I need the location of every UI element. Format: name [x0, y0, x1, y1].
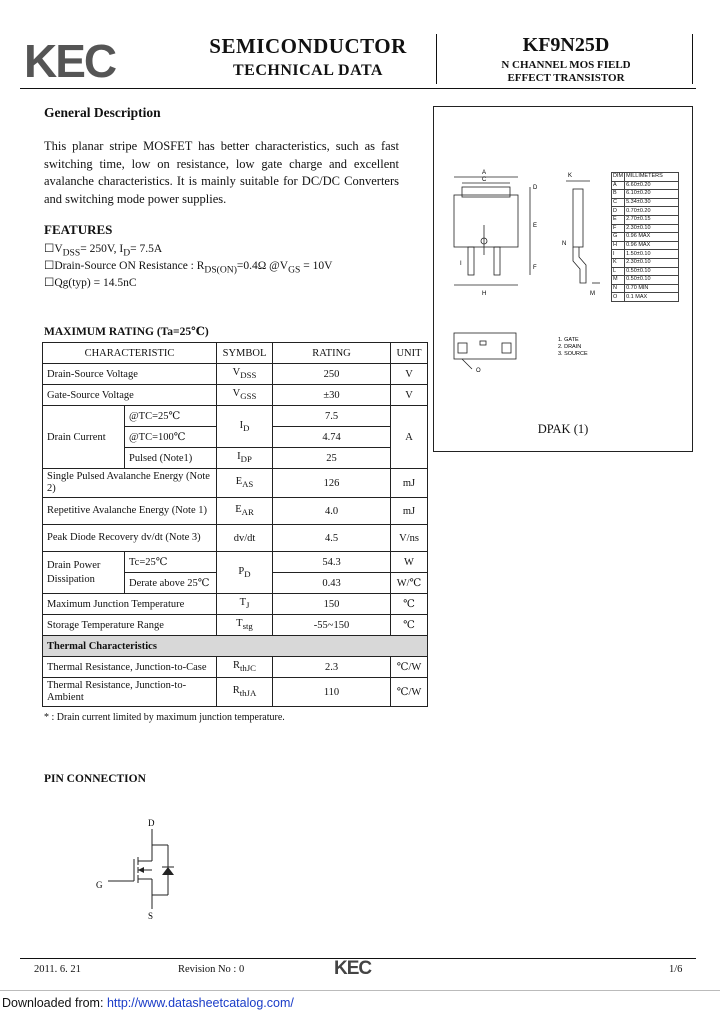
dim-body [612, 181, 679, 301]
dim-value: 2.30±0.10 [625, 258, 679, 267]
dim-value: 2.30±0.10 [625, 224, 679, 233]
dim-value: 0.50±0.10 [625, 267, 679, 276]
general-text: This planar stripe MOSFET has better characteristics, such as fast switching time, low on resistance, low gate charge and excellent avalanche characteristics. It is mainly suitable for DC/DC Converters and switching mode power supplies. [44, 139, 399, 206]
table-row: Repetitive Avalanche Energy (Note 1) $E_{AR}$ 4.0 mJ [43, 498, 428, 525]
dim-code: A [612, 181, 625, 190]
table-note: * : Drain current limited by maximum junction temperature. [44, 712, 285, 723]
dim-row [612, 224, 679, 233]
dim-label-n: N [562, 241, 567, 247]
header-divider-right [692, 34, 693, 84]
pin-label-2: 2. DRAIN [558, 344, 582, 350]
table-row: Drain-Source Voltage $V_{DSS}$ 250 V [43, 364, 428, 385]
header-rule [20, 88, 696, 89]
general-heading: General Description [44, 105, 161, 120]
dim-value: 0.96 MAX [625, 241, 679, 250]
dim-value: 0.70±0.20 [625, 207, 679, 216]
dim-label-h: H [482, 291, 487, 297]
dim-label-a: A [482, 170, 487, 176]
dim-code: O [612, 293, 625, 302]
dim-row [612, 241, 679, 250]
dim-value: 2.70±0.15 [625, 215, 679, 224]
part-type-line1: N CHANNEL MOS FIELD [501, 59, 631, 71]
dim-code: L [612, 267, 625, 276]
table-row: Storage Temperature Range $T_{stg}$ -55~150 ℃ [43, 615, 428, 636]
dim-row [612, 181, 679, 190]
dim-row [612, 293, 679, 302]
footer-revision: Revision No : 0 [178, 964, 245, 975]
pin-g-label: G [96, 880, 103, 890]
dim-row [612, 190, 679, 199]
dim-value: 6.10±0.20 [625, 190, 679, 199]
col-rating: RATING [273, 343, 391, 364]
package-name: DPAK (1) [537, 422, 589, 436]
table-row: @TC=100℃ 4.74 [43, 427, 428, 448]
table-header-row [43, 343, 428, 364]
dim-value: 0.96 MAX [625, 233, 679, 242]
dim-label-i: I [460, 261, 462, 267]
table-row: Derate above 25℃ 0.43 W/℃ [43, 573, 428, 594]
download-rule [0, 990, 720, 991]
dim-row [612, 284, 679, 293]
pin-connection-heading: PIN CONNECTION [44, 773, 146, 785]
dim-code: D [612, 207, 625, 216]
table-row: Drain Power Dissipation Tc=25℃ $P_D$ 54.3 W [43, 552, 428, 573]
table-row: Thermal Resistance, Junction-to-Case $R_{thJC}$ 2.3 ℃/W [43, 657, 428, 678]
table-row: Single Pulsed Avalanche Energy (Note 2) $E_{AS}$ 126 mJ [43, 469, 428, 498]
dim-label-e: E [533, 223, 538, 229]
table-row: Drain Current @TC=25℃ $I_D$ 7.5 A [43, 406, 428, 427]
table-row: Peak Diode Recovery dv/dt (Note 3) dv/dt 4.5 V/ns [43, 525, 428, 552]
dim-code: E [612, 215, 625, 224]
dim-label-f: F [533, 265, 537, 271]
dim-code: M [612, 276, 625, 285]
dim-value: 1.50±0.10 [625, 250, 679, 259]
pin-label-1: 1. GATE [558, 337, 579, 343]
dim-code: C [612, 198, 625, 207]
dim-value: 0.70 MIN [625, 284, 679, 293]
dim-row [612, 215, 679, 224]
arrow-icon [138, 867, 144, 873]
dim-row [612, 233, 679, 242]
dim-code: K [612, 258, 625, 267]
package-outline-drawing [440, 165, 605, 375]
header-subtitle: TECHNICAL DATA [233, 62, 383, 79]
dim-row [612, 267, 679, 276]
dim-label-o: O [476, 368, 481, 374]
dim-code: H [612, 241, 625, 250]
dim-row [612, 250, 679, 259]
dim-label-d: D [533, 185, 538, 191]
dim-code: B [612, 190, 625, 199]
table-row: Gate-Source Voltage $V_{GSS}$ ±30 V [43, 385, 428, 406]
dim-code: I [612, 250, 625, 259]
pin-d-label: D [148, 818, 155, 828]
part-number: KF9N25D [522, 34, 610, 56]
kec-logo: KEC [24, 35, 116, 87]
dim-row [612, 198, 679, 207]
mosfet-symbol [90, 815, 190, 925]
max-rating-heading: MAXIMUM RATING (Ta=25℃) [44, 326, 209, 338]
part-type [440, 59, 692, 85]
checkbox-icon: ☐ [44, 243, 55, 255]
dim-value: 5.34±0.30 [625, 198, 679, 207]
dim-value: 6.60±0.20 [625, 181, 679, 190]
header-title: SEMICONDUCTOR [209, 34, 407, 58]
dim-row [612, 276, 679, 285]
dim-code: F [612, 224, 625, 233]
dim-label-c: C [482, 177, 487, 183]
diode-icon [162, 867, 174, 875]
part-type-line2: EFFECT TRANSISTOR [507, 72, 625, 84]
pin-s-label: S [148, 911, 154, 921]
dim-value: 0.1 MAX [625, 293, 679, 302]
feature-item-3: ☐Qg(typ) = 14.5nC [44, 277, 137, 289]
thermal-heading-row: Thermal Characteristics [43, 636, 428, 657]
col-unit: UNIT [391, 343, 428, 364]
dim-code: N [612, 284, 625, 293]
dim-label-k: K [568, 173, 573, 179]
checkbox-icon: ☐ [44, 277, 55, 289]
dimension-table [611, 172, 679, 302]
dim-value: 0.50±0.10 [625, 276, 679, 285]
table-row: Thermal Resistance, Junction-to-Ambient $R_{thJA}$ 110 ℃/W [43, 678, 428, 707]
feature-item-1: $☐V_{DSS}= 250V$, $I_D= 7.5A$ [44, 243, 163, 259]
footer-page: 1/6 [669, 964, 683, 975]
footer-logo: KEC [334, 958, 372, 979]
pin-label-3: 3. SOURCE [558, 351, 588, 357]
download-bar [2, 996, 294, 1010]
dim-row [612, 207, 679, 216]
download-label: Downloaded from: [2, 996, 104, 1010]
col-characteristic: CHARACTERISTIC [43, 343, 217, 364]
download-link[interactable]: http://www.datasheetcatalog.com/ [106, 996, 294, 1010]
col-symbol: SYMBOL [217, 343, 273, 364]
table-row: Maximum Junction Temperature $T_J$ 150 ℃ [43, 594, 428, 615]
max-rating-table [42, 342, 428, 707]
footer-date: 2011. 6. 21 [34, 964, 81, 975]
feature-item-2: ☐Drain-Source ON Resistance : $R_{DS(ON)}=0.4\Omega$ $@V_{GS} = 10V$ [44, 260, 333, 276]
header-divider-left [436, 34, 437, 84]
dim-header-row: DIM MILLIMETERS [612, 173, 679, 182]
dim-label-m: M [590, 291, 595, 297]
dim-code: G [612, 233, 625, 242]
checkbox-icon: ☐ [44, 260, 55, 272]
table-row: Pulsed (Note1) $I_{DP}$ 25 [43, 448, 428, 469]
features-heading: FEATURES [44, 222, 113, 237]
dim-row [612, 258, 679, 267]
